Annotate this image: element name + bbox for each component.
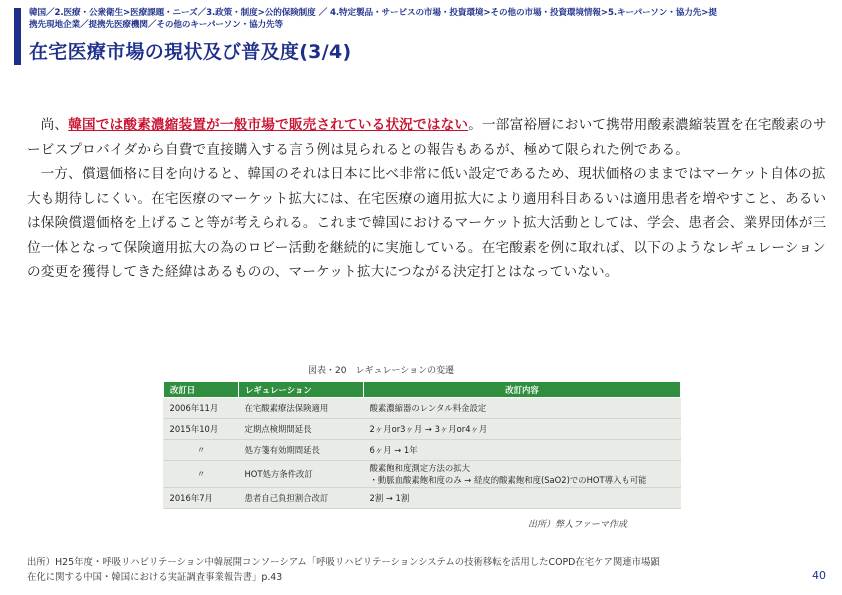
row-content: 2ヶ月or3ヶ月 → 3ヶ月or4ヶ月 [364, 419, 681, 440]
breadcrumb [29, 8, 829, 31]
row-date: 〃 [164, 461, 239, 488]
row-content [364, 461, 681, 488]
column-header-regulation: レギュレーション [239, 382, 364, 398]
breadcrumb-line-1: 韓国／2.医療・公衆衛生>医療課題・ニーズ／3.政策・制度>公的保険制度 ／ 4.特定製品・サービスの市場・投資環境>その他の市場・投資環境情報>5.キーパーソン・協力先>提 [29, 8, 717, 18]
row-regulation: 在宅酸素療法保険適用 [239, 398, 364, 419]
title-accent-bar [14, 8, 21, 65]
row-content: 6ヶ月 → 1年 [364, 440, 681, 461]
row-date: 2016年7月 [164, 488, 239, 509]
row-content: 酸素濃縮器のレンタル料金設定 [364, 398, 681, 419]
figure-source: 出所）弊人ファーマ作成 [528, 520, 627, 530]
figure-title: 図表・20 レギュレーションの変遷 [308, 366, 455, 376]
paragraph-1-prefix: 尚、 [40, 117, 69, 133]
row-regulation: 処方箋有効期間延長 [239, 440, 364, 461]
footnote-line-2: 在化に関する中国・韓国における実証調査事業報告書」p.43 [27, 572, 283, 583]
row-content-line: ・動脈血酸素飽和度のみ → 経皮的酸素飽和度(SaO2)でのHOT導入も可能 [369, 475, 647, 485]
regulation-table [163, 381, 681, 509]
row-content: 2割 → 1割 [364, 488, 681, 509]
table-row [164, 419, 681, 440]
paragraph-1-rest: 。一部富裕層において携帯用酸素濃縮装置を在宅酸素のサービスプロバイダから自費で直接購入する言う例は見られるとの報告もあるが、極めて限られた例である。 [27, 117, 827, 158]
row-regulation: HOT処方条件改訂 [239, 461, 364, 488]
page-number: 40 [812, 569, 826, 582]
row-date: 2006年11月 [164, 398, 239, 419]
breadcrumb-line-2: 携先現地企業／提携先医療機関／その他のキーパーソン・協力先等 [29, 19, 284, 30]
column-header-content: 改訂内容 [364, 382, 681, 398]
row-content-line: 酸素飽和度測定方法の拡大 [369, 463, 470, 473]
row-regulation: 定期点検期間延長 [239, 419, 364, 440]
page-title: 在宅医療市場の現状及び普及度(3/4) [29, 41, 352, 63]
highlighted-statement: 韓国では酸素濃縮装置が一般市場で販売されている状況ではない [68, 117, 469, 133]
table-row [164, 488, 681, 509]
table-row [164, 461, 681, 488]
table-row [164, 398, 681, 419]
row-date: 〃 [164, 440, 239, 461]
body-text [27, 113, 827, 285]
table-header-row [164, 382, 681, 398]
row-regulation: 患者自己負担割合改訂 [239, 488, 364, 509]
footnote-line-1: 出所）H25年度・呼吸リハビリテーション中韓展開コンソーシアム「呼吸リハビリテーションシステムの技術移転を活用したCOPD在宅ケア関連市場顕 [27, 557, 660, 568]
row-date: 2015年10月 [164, 419, 239, 440]
table-row [164, 440, 681, 461]
paragraph-2: 一方、償還価格に目を向けると、韓国のそれは日本に比べ非常に低い設定であるため、現状価格のままではマーケット自体の拡大も期待しにくい。在宅医療のマーケット拡大には、在宅医療の適用拡大により適用科目あるいは適用患者を増やすこと、あるいは保険償還価格を上げること等が考えられる。これまで韓国におけるマーケット拡大活動としては、学会、患者会、業界団体が三位一体となって保険適用拡大の為のロビー活動を継続的に実施している。在宅酸素を例に取れば、以下のようなレギュレーションの変更を獲得してきた経緯はあるものの、マーケット拡大につながる決定打とはなっていない。 [27, 166, 827, 280]
column-header-date: 改訂日 [164, 382, 239, 398]
paragraph-1 [27, 113, 827, 162]
footnote [27, 555, 787, 585]
